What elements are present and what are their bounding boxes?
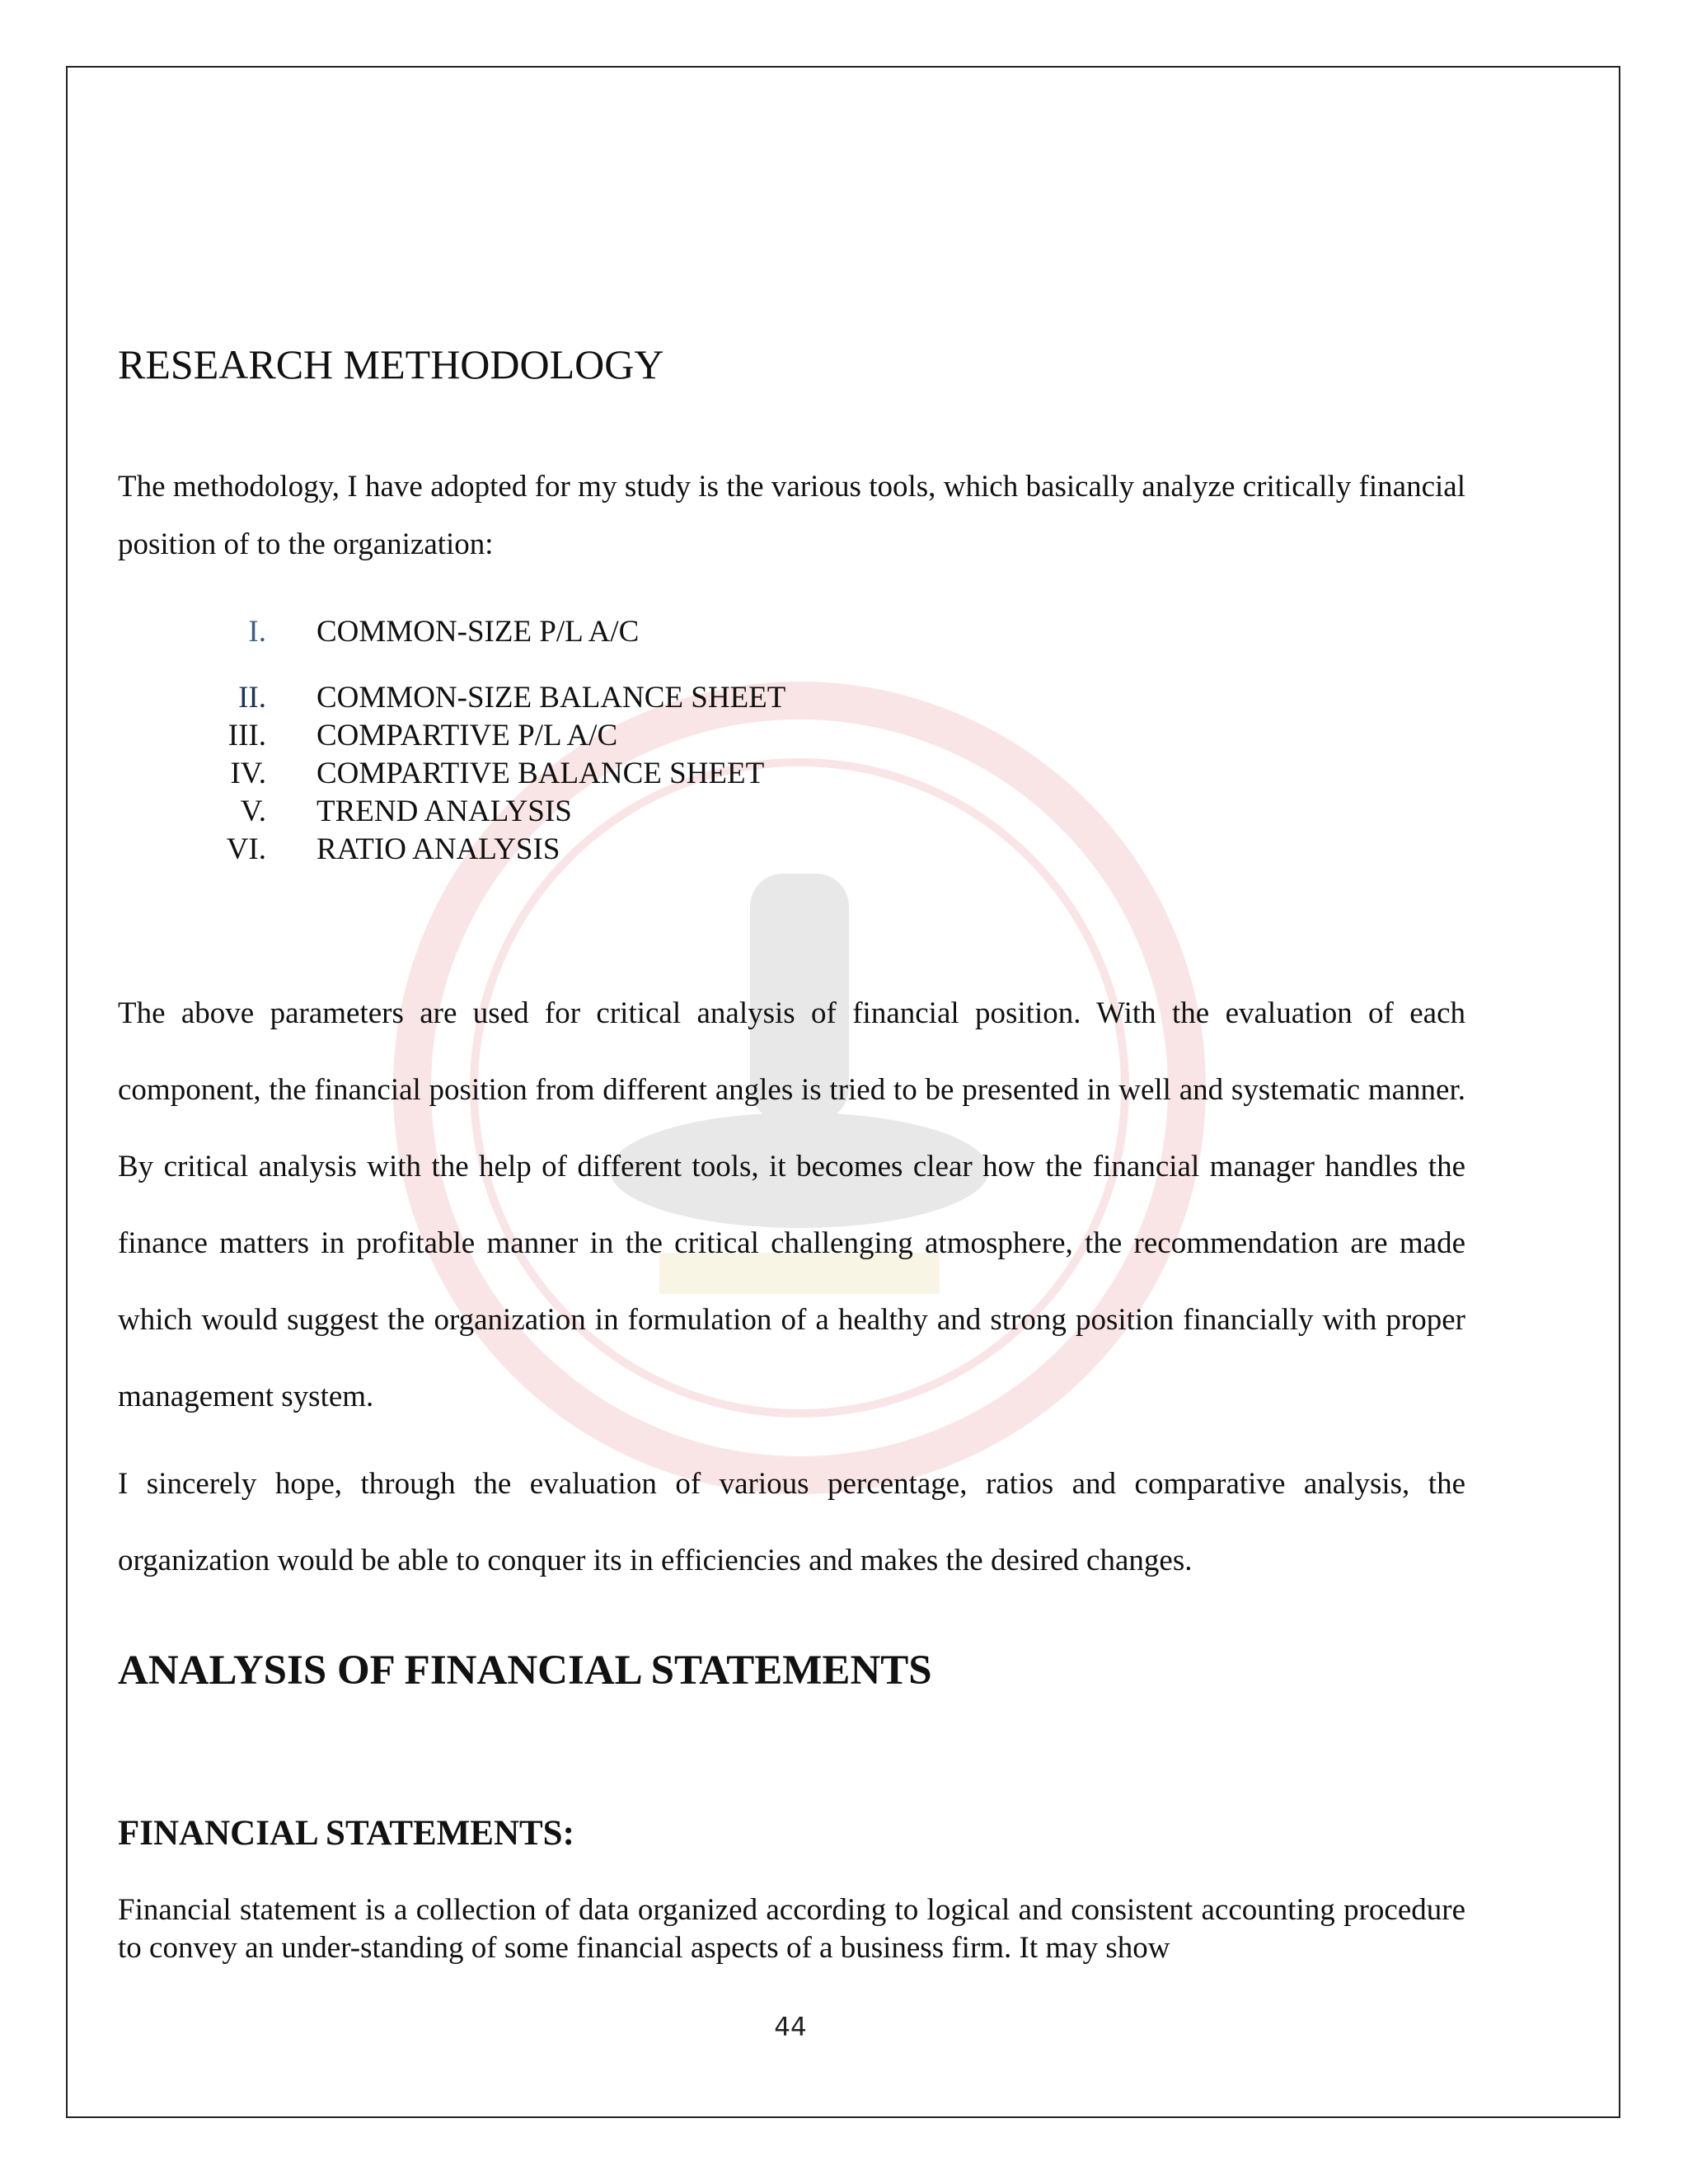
list-numeral: IV. — [230, 757, 266, 790]
list-item — [118, 679, 1107, 717]
list-numeral: V. — [240, 794, 266, 828]
list-item — [118, 831, 1107, 869]
list-numeral: I. — [248, 615, 266, 649]
list-label: COMPARTIVE BALANCE SHEET — [316, 757, 765, 790]
list-label: COMPARTIVE P/L A/C — [316, 719, 618, 752]
intro-paragraph: The methodology, I have adopted for my study is the various tools, which basically analyze critically financial position of to the organization: — [118, 470, 1465, 561]
financial-statements-heading: FINANCIAL STATEMENTS: — [118, 1814, 574, 1853]
list-item — [118, 755, 1107, 793]
list-numeral: II. — [238, 681, 266, 715]
list-numeral: III. — [227, 719, 266, 752]
section-title: RESEARCH METHODOLOGY — [118, 341, 664, 387]
financial-paragraph: Financial statement is a collection of data organized according to logical and consistent accounting procedure to convey an under-standing of some financial aspects of a business firm. It may show — [118, 1893, 1465, 1965]
list-item — [118, 717, 1107, 755]
list-label: COMMON-SIZE P/L A/C — [316, 615, 640, 649]
list-label: TREND ANALYSIS — [316, 794, 572, 828]
page-number: 44 — [774, 2013, 807, 2042]
list-label: RATIO ANALYSIS — [316, 832, 560, 866]
list-item — [118, 613, 1107, 651]
analysis-heading: ANALYSIS OF FINANCIAL STATEMENTS — [118, 1647, 932, 1694]
list-numeral: VI. — [226, 832, 266, 866]
list-item — [118, 793, 1107, 831]
analysis-paragraph: The above parameters are used for critical analysis of financial position. With the evaluation of each component, the financial position from different angles is tried to be presented in well and systematic manner. By critical analysis with the help of different tools, it becomes clear how the financial manager handles the finance matters in profitable manner in the critical challenging atmosphere, the recommendation are made which would suggest the organization in formulation of a healthy and strong position financially with proper management system. — [118, 996, 1465, 1413]
hope-paragraph: I sincerely hope, through the evaluation of various percentage, ratios and comparative analysis, the organization would be able to conquer its in efficiencies and makes the desired changes. — [118, 1467, 1465, 1577]
list-label: COMMON-SIZE BALANCE SHEET — [316, 681, 786, 715]
